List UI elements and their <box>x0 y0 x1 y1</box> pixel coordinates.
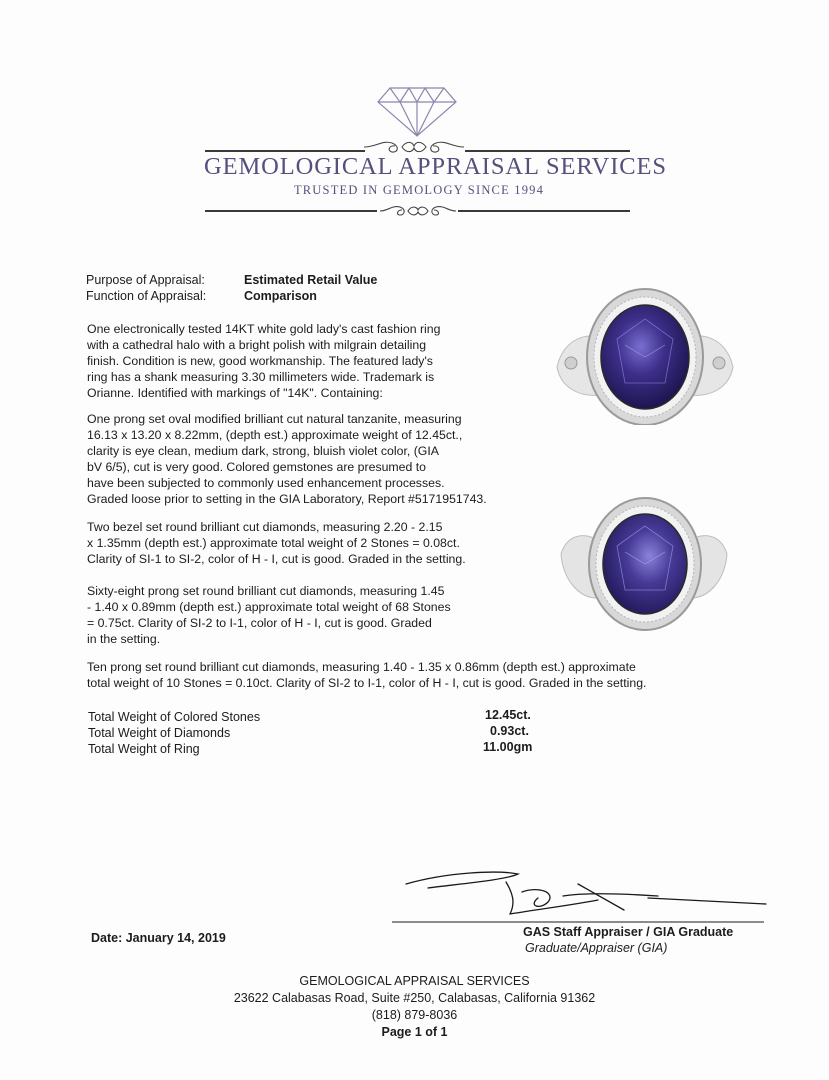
text-line: Sixty-eight prong set round brilliant cut diamonds, measuring 1.45 <box>87 584 445 598</box>
appraiser-title: GAS Staff Appraiser / GIA Graduate <box>523 925 734 939</box>
text-line: have been subjected to commonly used enhancement processes. <box>87 476 445 490</box>
company-tagline: TRUSTED IN GEMOLOGY SINCE 1994 <box>293 183 545 197</box>
prong-diamonds-10-description <box>87 659 646 691</box>
text-line: Ten prong set round brilliant cut diamonds, measuring 1.40 - 1.35 x 0.86mm (depth est.) approximate <box>87 660 636 674</box>
text-line: finish. Condition is new, good workmanship. The featured lady's <box>87 354 433 368</box>
text-line: clarity is eye clean, medium dark, strong, bluish violet color, (GIA <box>87 444 439 458</box>
ring-description <box>87 321 440 401</box>
text-line: Orianne. Identified with markings of "14K". Containing: <box>87 386 383 400</box>
prong-diamonds-68-description <box>87 583 451 647</box>
text-line: x 1.35mm (depth est.) approximate total weight of 2 Stones = 0.08ct. <box>87 536 460 550</box>
tanzanite-ring-photo <box>555 285 735 425</box>
tanzanite-description <box>87 411 487 507</box>
tanzanite-ring-photo <box>557 494 731 634</box>
header-rule-top <box>465 150 630 152</box>
text-line: One electronically tested 14KT white gold lady's cast fashion ring <box>87 322 441 336</box>
text-line: = 0.75ct. Clarity of SI-2 to I-1, color of H - I, cut is good. Graded <box>87 616 432 630</box>
diamond-outline-icon <box>376 86 458 138</box>
footer-phone: (818) 879-8036 <box>371 1008 458 1022</box>
text-line: bV 6/5), cut is very good. Colored gemstones are presumed to <box>87 460 427 474</box>
function-value: Comparison <box>244 289 317 303</box>
text-line: with a cathedral halo with a bright polish with milgrain detailing <box>87 338 427 352</box>
header-rule-top <box>205 150 365 152</box>
total-colored-stones-value: 12.45ct. <box>485 708 531 722</box>
text-line: - 1.40 x 0.89mm (depth est.) approximate total weight of 68 Stones <box>87 600 451 614</box>
purpose-value: Estimated Retail Value <box>244 273 378 287</box>
purpose-label: Purpose of Appraisal: <box>86 273 205 287</box>
total-ring-weight-label: Total Weight of Ring <box>88 742 200 756</box>
total-colored-stones-label: Total Weight of Colored Stones <box>88 710 261 724</box>
text-line: Clarity of SI-1 to SI-2, color of H - I, cut is good. Graded in the setting. <box>87 552 466 566</box>
text-line: Two bezel set round brilliant cut diamonds, measuring 2.20 - 2.15 <box>87 520 443 534</box>
flourish-bottom-ornament <box>378 202 458 220</box>
footer-company: GEMOLOGICAL APPRAISAL SERVICES <box>299 974 530 988</box>
footer-address: 23622 Calabasas Road, Suite #250, Calabasas, California 91362 <box>233 991 596 1005</box>
page-number: Page 1 of 1 <box>381 1025 448 1039</box>
total-diamonds-value: 0.93ct. <box>490 724 529 738</box>
text-line: Graded loose prior to setting in the GIA Laboratory, Report #5171951743. <box>87 492 487 506</box>
total-ring-weight-value: 11.00gm <box>483 740 533 754</box>
bezel-diamonds-description <box>87 519 466 567</box>
appraiser-signature <box>388 862 768 926</box>
company-name: GEMOLOGICAL APPRAISAL SERVICES <box>204 153 667 180</box>
appraiser-subtitle: Graduate/Appraiser (GIA) <box>525 941 668 955</box>
header-rule-bottom <box>205 210 377 212</box>
total-diamonds-label: Total Weight of Diamonds <box>88 726 231 740</box>
text-line: ring has a shank measuring 3.30 millimeters wide. Trademark is <box>87 370 435 384</box>
appraisal-date: Date: January 14, 2019 <box>91 931 226 945</box>
function-label: Function of Appraisal: <box>86 289 207 303</box>
header-rule-bottom <box>458 210 630 212</box>
text-line: One prong set oval modified brilliant cut natural tanzanite, measuring <box>87 412 462 426</box>
text-line: in the setting. <box>87 632 161 646</box>
text-line: total weight of 10 Stones = 0.10ct. Clarity of SI-2 to I-1, color of H - I, cut is good. Graded in the setting. <box>87 676 647 690</box>
text-line: 16.13 x 13.20 x 8.22mm, (depth est.) approximate weight of 12.45ct., <box>87 428 463 442</box>
